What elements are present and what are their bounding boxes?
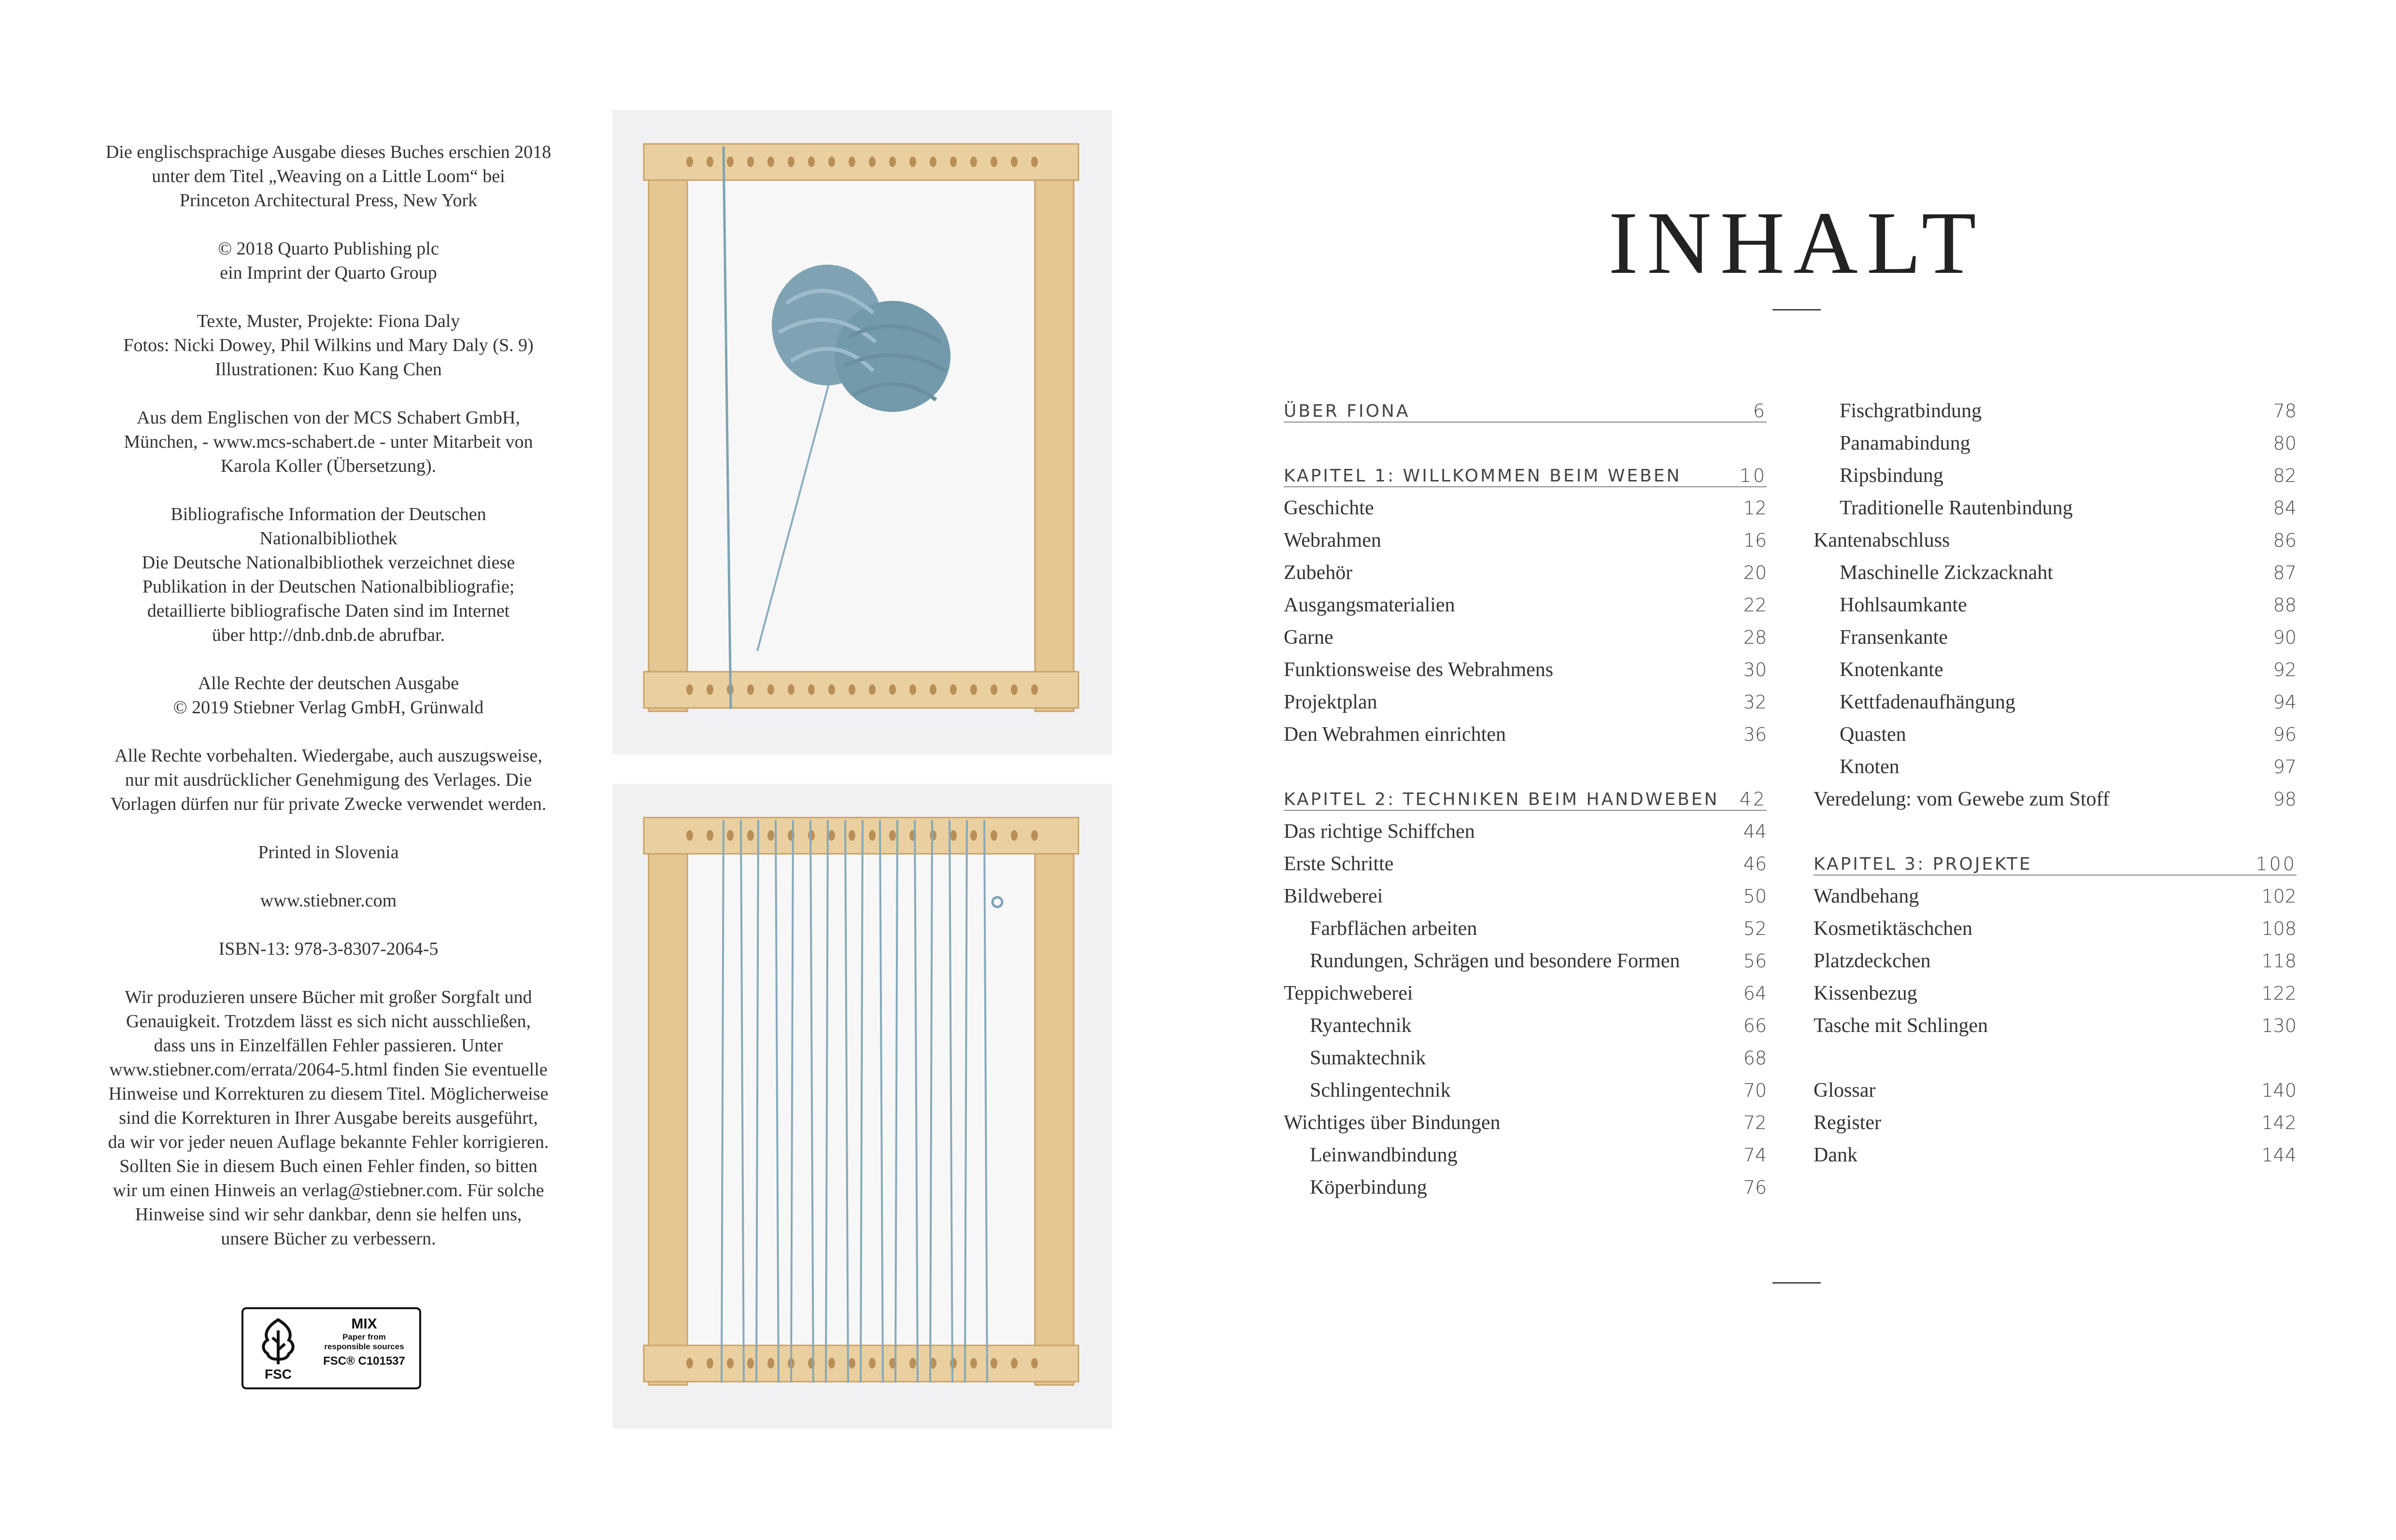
toc-entry	[1284, 622, 1767, 654]
imprint-line: © 2018 Quarto Publishing plc	[218, 239, 439, 259]
imprint-line: Aus dem Englischen von der MCS Schabert GmbH,	[137, 408, 520, 428]
fsc-logo-text: FSC	[265, 1367, 292, 1382]
toc-entry	[1814, 492, 2297, 524]
loom-peg	[707, 1358, 713, 1369]
toc-entry	[1284, 557, 1767, 589]
loom-peg	[707, 684, 713, 695]
toc-entry	[1814, 751, 2297, 783]
toc-page-number: 72	[1743, 1112, 1767, 1133]
toc-entry	[1814, 622, 2297, 654]
toc-page-number: 96	[2273, 724, 2297, 745]
fsc-code: FSC® C101537	[323, 1355, 405, 1368]
toc-page-number: 28	[1743, 627, 1767, 648]
loom-peg	[950, 1358, 957, 1369]
toc-page-number: 108	[2261, 918, 2297, 939]
toc-page-number: 130	[2261, 1015, 2297, 1036]
toc-entry	[1814, 427, 2297, 460]
loom-peg	[767, 684, 774, 695]
imprint-line: unsere Bücher zu verbessern.	[221, 1229, 436, 1249]
toc-page-number: 36	[1743, 724, 1767, 745]
toc-spacer	[1814, 1042, 2297, 1074]
toc-entry	[1284, 945, 1767, 977]
loom-peg	[889, 830, 896, 841]
toc-entry	[1814, 719, 2297, 751]
imprint-line: Die Deutsche Nationalbibliothek verzeichnet diese	[142, 552, 515, 573]
toc-entry-title: KAPITEL 3: PROJEKTE	[1814, 854, 2032, 874]
toc-entry-title: Glossar	[1814, 1079, 1876, 1102]
imprint-line: unter dem Titel „Weaving on a Little Loom“ bei	[152, 166, 505, 186]
loom-peg	[950, 156, 957, 167]
toc-page-number: 118	[2261, 950, 2297, 972]
toc-entry	[1284, 492, 1767, 524]
toc-entry	[1284, 1172, 1767, 1204]
loom-peg	[889, 684, 896, 695]
loom-peg	[930, 830, 936, 841]
toc-page-number: 10	[1739, 465, 1767, 486]
toc-entry	[1814, 589, 2297, 622]
toc-entry-title: Kettfadenaufhängung	[1840, 691, 2015, 713]
toc-entry	[1814, 1074, 2297, 1107]
toc-entry	[1284, 719, 1767, 751]
loom-peg	[869, 684, 876, 695]
toc-entry	[1284, 1010, 1767, 1042]
toc-entry	[1814, 945, 2297, 977]
toc-page-number: 50	[1743, 886, 1767, 907]
toc-entry-title: Ryantechnik	[1310, 1015, 1412, 1037]
loom-peg	[849, 156, 855, 167]
imprint-line: wir um einen Hinweis an verlag@stiebner.com. Für solche	[113, 1180, 544, 1201]
toc-page-number: 92	[2273, 659, 2297, 680]
toc-entry-title: Garne	[1284, 626, 1333, 649]
imprint-line: ein Imprint der Quarto Group	[220, 263, 437, 283]
toc-page-number: 142	[2261, 1112, 2297, 1133]
loom-peg	[909, 684, 916, 695]
imprint-line: dass uns in Einzelfällen Fehler passieren. Unter	[154, 1035, 503, 1056]
toc-entry-title: Projektplan	[1284, 691, 1377, 713]
imprint-line: www.stiebner.com	[260, 890, 397, 911]
toc-entry	[1284, 848, 1767, 880]
loom-peg	[727, 156, 734, 167]
toc-entry	[1284, 977, 1767, 1010]
toc-entry-title: Quasten	[1840, 723, 1906, 746]
toc-entry-title: Köperbindung	[1310, 1176, 1427, 1199]
toc-entry	[1284, 589, 1767, 622]
toc-page-number: 84	[2273, 497, 2297, 519]
loom-peg	[970, 156, 977, 167]
toc-entry-title: Bildweberei	[1284, 885, 1383, 907]
loom-peg	[686, 1358, 693, 1369]
fsc-mix: MIX	[351, 1316, 377, 1332]
loom-peg	[1031, 830, 1038, 841]
imprint-line: da wir vor jeder neuen Auflage bekannte Fehler korrigieren.	[108, 1132, 549, 1152]
toc-entry-title: Ausgangsmaterialien	[1284, 594, 1455, 616]
loom-peg	[747, 830, 754, 841]
loom-peg	[1011, 684, 1018, 695]
toc-entry-title: Webrahmen	[1284, 529, 1381, 551]
imprint-line: Alle Rechte der deutschen Ausgabe	[198, 673, 459, 693]
imprint-line: © 2019 Stiebner Verlag GmbH, Grünwald	[173, 697, 484, 718]
toc-entry-title: KAPITEL 1: WILLKOMMEN BEIM WEBEN	[1284, 466, 1682, 486]
toc-entry-title: Knoten	[1840, 756, 1900, 778]
imprint-line: Genauigkeit. Trotzdem lässt es sich nicht ausschließen,	[126, 1011, 531, 1031]
toc-entry-title: Wichtiges über Bindungen	[1284, 1112, 1501, 1134]
imprint-paragraph	[72, 237, 584, 285]
toc-entry	[1814, 880, 2297, 913]
loom-peg	[707, 156, 713, 167]
loom-peg	[849, 830, 855, 841]
toc-entry	[1284, 1074, 1767, 1107]
toc-entry-title: Maschinelle Zickzacknaht	[1840, 562, 2053, 584]
toc-page-number: 20	[1743, 562, 1767, 583]
loom-peg	[727, 1358, 734, 1369]
loom-peg	[828, 1358, 835, 1369]
loom-peg	[869, 156, 876, 167]
loom-peg	[727, 830, 734, 841]
loom-peg	[869, 830, 876, 841]
toc-entry	[1814, 395, 2297, 427]
toc-entry	[1814, 1107, 2297, 1139]
toc-page-number: 78	[2273, 400, 2297, 422]
loom-peg	[849, 1358, 855, 1369]
toc-entry	[1284, 686, 1767, 719]
toc-page-number: 70	[1743, 1080, 1767, 1101]
imprint-line: Fotos: Nicki Dowey, Phil Wilkins und Mary Daly (S. 9)	[123, 335, 534, 355]
toc-chapter-heading	[1284, 395, 1767, 427]
toc-page-number: 56	[1743, 950, 1767, 972]
loom-peg	[828, 156, 835, 167]
decorative-rule-top	[1772, 309, 1821, 311]
toc-entry-title: Knotenkante	[1840, 659, 1943, 681]
toc-entry	[1284, 913, 1767, 945]
toc-entry	[1284, 880, 1767, 913]
loom-peg	[686, 156, 693, 167]
fsc-label	[241, 1307, 421, 1389]
loom-peg	[991, 830, 997, 841]
loom-peg	[788, 684, 794, 695]
fsc-line2: responsible sources	[324, 1342, 404, 1351]
imprint-paragraph	[72, 744, 584, 816]
toc-chapter-heading	[1284, 460, 1767, 492]
loom-peg	[1011, 1358, 1018, 1369]
toc-entry-title: Teppichweberei	[1284, 982, 1413, 1004]
loom-peg	[970, 684, 977, 695]
toc-page-number: 12	[1743, 497, 1767, 519]
toc-entry-title: Rundungen, Schrägen und besondere Formen	[1310, 950, 1680, 972]
toc-entry-title: Panamabindung	[1840, 432, 1971, 454]
toc-entry	[1284, 654, 1767, 686]
toc-entry-title: Ripsbindung	[1840, 465, 1943, 487]
loom-peg	[909, 156, 916, 167]
toc-spacer	[1284, 427, 1767, 460]
toc-entry	[1814, 977, 2297, 1010]
toc-page-number: 32	[1743, 692, 1767, 713]
toc-entry-title: Geschichte	[1284, 497, 1374, 519]
toc-page-number: 74	[1743, 1144, 1767, 1166]
toc-page-number: 16	[1743, 530, 1767, 551]
toc-entry-title: Den Webrahmen einrichten	[1284, 723, 1506, 746]
imprint-line: ISBN-13: 978-3-8307-2064-5	[218, 939, 439, 959]
toc-entry-title: Veredelung: vom Gewebe zum Stoff	[1814, 788, 2110, 810]
toc-entry	[1814, 654, 2297, 686]
toc-entry-title: Das richtige Schiffchen	[1284, 820, 1475, 843]
toc-entry-title: Schlingentechnik	[1310, 1079, 1451, 1102]
toc-entry	[1284, 816, 1767, 848]
toc-entry-title: Funktionsweise des Webrahmens	[1284, 659, 1554, 681]
loom-peg	[1031, 684, 1038, 695]
imprint-paragraph	[72, 406, 584, 478]
loom-peg	[767, 1358, 774, 1369]
imprint-line: sind die Korrekturen in Ihrer Ausgabe bereits ausgeführt,	[119, 1108, 538, 1128]
imprint-line: Nationalbibliothek	[259, 528, 397, 549]
loom-peg	[828, 684, 835, 695]
loom-peg	[828, 830, 835, 841]
toc-page-number: 30	[1743, 659, 1767, 680]
imprint-paragraph	[72, 671, 584, 720]
imprint-paragraph	[72, 502, 584, 647]
loom-photo-yarn	[612, 110, 1112, 755]
loom-peg	[686, 830, 693, 841]
imprint-line: detaillierte bibliografische Daten sind im Internet	[147, 601, 510, 621]
toc-entry-title: Leinwandbindung	[1310, 1144, 1458, 1166]
toc-entry-title: Kissenbezug	[1814, 982, 1917, 1004]
imprint-line: über http://dnb.dnb.de abrufbar.	[212, 625, 445, 645]
toc-entry-title: KAPITEL 2: TECHNIKEN BEIM HANDWEBEN	[1284, 790, 1719, 809]
imprint-paragraph	[72, 840, 584, 864]
toc-page-number: 144	[2261, 1144, 2297, 1166]
loom-peg	[747, 684, 754, 695]
toc-chapter-heading	[1284, 783, 1767, 816]
toc-spacer	[1284, 751, 1767, 783]
loom-peg	[950, 830, 957, 841]
toc-spacer	[1814, 816, 2297, 848]
imprint-line: Princeton Architectural Press, New York	[179, 190, 478, 211]
loom-peg	[991, 684, 997, 695]
toc-entry-title: Fischgratbindung	[1840, 400, 1982, 422]
warped-loom-illustration	[612, 784, 1112, 1428]
toc-chapter-heading	[1814, 848, 2297, 880]
toc-page-number: 98	[2273, 789, 2297, 810]
toc-page-number: 88	[2273, 594, 2297, 616]
loom-peg	[707, 830, 713, 841]
loom-peg	[970, 1358, 977, 1369]
toc-entry-title: Wandbehang	[1814, 885, 1919, 907]
toc-entry-title: Tasche mit Schlingen	[1814, 1015, 1988, 1037]
imprint-paragraph	[72, 309, 584, 381]
imprint-line: Texte, Muster, Projekte: Fiona Daly	[197, 311, 460, 331]
toc-page-number: 22	[1743, 594, 1767, 616]
toc-entry	[1284, 524, 1767, 557]
loom-peg	[747, 156, 754, 167]
fsc-line1: Paper from	[342, 1332, 386, 1342]
toc-entry	[1284, 1139, 1767, 1172]
toc-entry-title: Traditionelle Rautenbindung	[1840, 497, 2073, 519]
toc-entry-title: Dank	[1814, 1144, 1857, 1166]
imprint-line: Alle Rechte vorbehalten. Wiedergabe, auch auszugsweise,	[114, 746, 542, 766]
toc-page-number: 100	[2255, 853, 2297, 875]
imprint-line: Vorlagen dürfen nur für private Zwecke verwendet werden.	[110, 794, 547, 814]
loom-peg	[991, 156, 997, 167]
toc-entry-title: Sumaktechnik	[1310, 1047, 1426, 1069]
toc-column-right	[1814, 395, 2297, 1172]
toc-entry-title: Kosmetiktäschchen	[1814, 918, 1972, 940]
toc-entry	[1814, 1010, 2297, 1042]
loom-peg	[1011, 156, 1018, 167]
toc-entry	[1814, 783, 2297, 816]
imprint-line: Die englischsprachige Ausgabe dieses Buches erschien 2018	[105, 142, 552, 162]
loom-illustration	[612, 110, 1112, 755]
toc-page-number: 82	[2273, 465, 2297, 486]
toc-page-number: 42	[1739, 789, 1767, 810]
loom-peg	[930, 156, 936, 167]
loom-peg	[991, 1358, 997, 1369]
imprint-line: Illustrationen: Kuo Kang Chen	[215, 359, 442, 380]
fsc-tree-icon	[254, 1316, 302, 1384]
toc-entry	[1814, 524, 2297, 557]
toc-entry	[1814, 1139, 2297, 1172]
loom-peg	[909, 1358, 916, 1369]
imprint-text	[72, 140, 584, 1275]
toc-entry-title: Farbflächen arbeiten	[1310, 918, 1477, 940]
toc-page-number: 97	[2273, 756, 2297, 777]
toc-page-number: 76	[1743, 1177, 1767, 1198]
imprint-line: Printed in Slovenia	[258, 842, 399, 862]
toc-page-number: 64	[1743, 983, 1767, 1004]
toc-page-number: 90	[2273, 627, 2297, 648]
imprint-line: München, - www.mcs-schabert.de - unter Mitarbeit von	[124, 432, 533, 452]
toc-page-number: 68	[1743, 1047, 1767, 1069]
toc-page-number: 46	[1743, 853, 1767, 875]
loom-peg	[1031, 1358, 1038, 1369]
toc-entry	[1284, 1042, 1767, 1074]
imprint-line: www.stiebner.com/errata/2064-5.html finden Sie eventuelle	[109, 1060, 548, 1080]
loom-peg	[808, 684, 815, 695]
toc-entry	[1814, 686, 2297, 719]
loom-peg	[747, 1358, 754, 1369]
loom-peg	[950, 684, 957, 695]
loom-peg	[970, 830, 977, 841]
toc-page-number: 52	[1743, 918, 1767, 939]
loom-peg	[869, 1358, 876, 1369]
toc-page-number: 6	[1753, 400, 1767, 422]
toc-entry	[1814, 557, 2297, 589]
imprint-line: Publikation in der Deutschen Nationalbibliografie;	[142, 577, 515, 597]
imprint-line: nur mit ausdrücklicher Genehmigung des Verlages. Die	[125, 770, 532, 790]
imprint-line: Hinweise sind wir sehr dankbar, denn sie helfen uns,	[135, 1204, 522, 1225]
loom-peg	[1011, 830, 1018, 841]
toc-entry	[1284, 1107, 1767, 1139]
toc-page-number: 66	[1743, 1015, 1767, 1036]
toc-entry-title: Register	[1814, 1112, 1881, 1134]
contents-title: INHALT	[1608, 193, 1985, 293]
loom-peg	[849, 684, 855, 695]
imprint-line: Wir produzieren unsere Bücher mit großer Sorgfalt und	[125, 987, 532, 1007]
decorative-rule-bottom	[1772, 1282, 1821, 1284]
imprint-paragraph	[72, 937, 584, 961]
imprint-line: Sollten Sie in diesem Buch einen Fehler finden, so bitten	[119, 1156, 538, 1176]
loom-peg	[930, 684, 936, 695]
toc-entry-title: ÜBER FIONA	[1284, 401, 1410, 421]
loom-peg	[686, 684, 693, 695]
loom-peg	[767, 156, 774, 167]
toc-entry-title: Platzdeckchen	[1814, 950, 1931, 972]
toc-entry-title: Fransenkante	[1840, 626, 1948, 649]
toc-entry	[1814, 460, 2297, 492]
toc-page-number: 44	[1743, 821, 1767, 842]
toc-entry-title: Kantenabschluss	[1814, 529, 1950, 551]
toc-column-left	[1284, 395, 1767, 1204]
loom-photo-warped	[612, 784, 1112, 1428]
toc-page-number: 87	[2273, 562, 2297, 583]
imprint-line: Hinweise und Korrekturen zu diesem Titel. Möglicherweise	[108, 1084, 549, 1104]
imprint-line: Bibliografische Information der Deutschen	[170, 504, 486, 524]
toc-page-number: 94	[2273, 692, 2297, 713]
toc-page-number: 122	[2261, 983, 2297, 1004]
toc-entry-title: Zubehör	[1284, 562, 1353, 584]
toc-entry	[1814, 913, 2297, 945]
toc-page-number: 140	[2261, 1080, 2297, 1101]
loom-peg	[808, 156, 815, 167]
toc-entry-title: Erste Schritte	[1284, 853, 1394, 875]
imprint-line: Karola Koller (Übersetzung).	[220, 456, 437, 476]
toc-page-number: 80	[2273, 433, 2297, 454]
loom-peg	[767, 830, 774, 841]
imprint-paragraph	[72, 889, 584, 913]
imprint-paragraph	[72, 985, 584, 1251]
toc-page-number: 86	[2273, 530, 2297, 551]
imprint-paragraph	[72, 140, 584, 212]
toc-page-number: 102	[2261, 886, 2297, 907]
loom-peg	[788, 156, 794, 167]
loom-peg	[1031, 156, 1038, 167]
loom-peg	[889, 156, 896, 167]
toc-entry-title: Hohlsaumkante	[1840, 594, 1967, 616]
